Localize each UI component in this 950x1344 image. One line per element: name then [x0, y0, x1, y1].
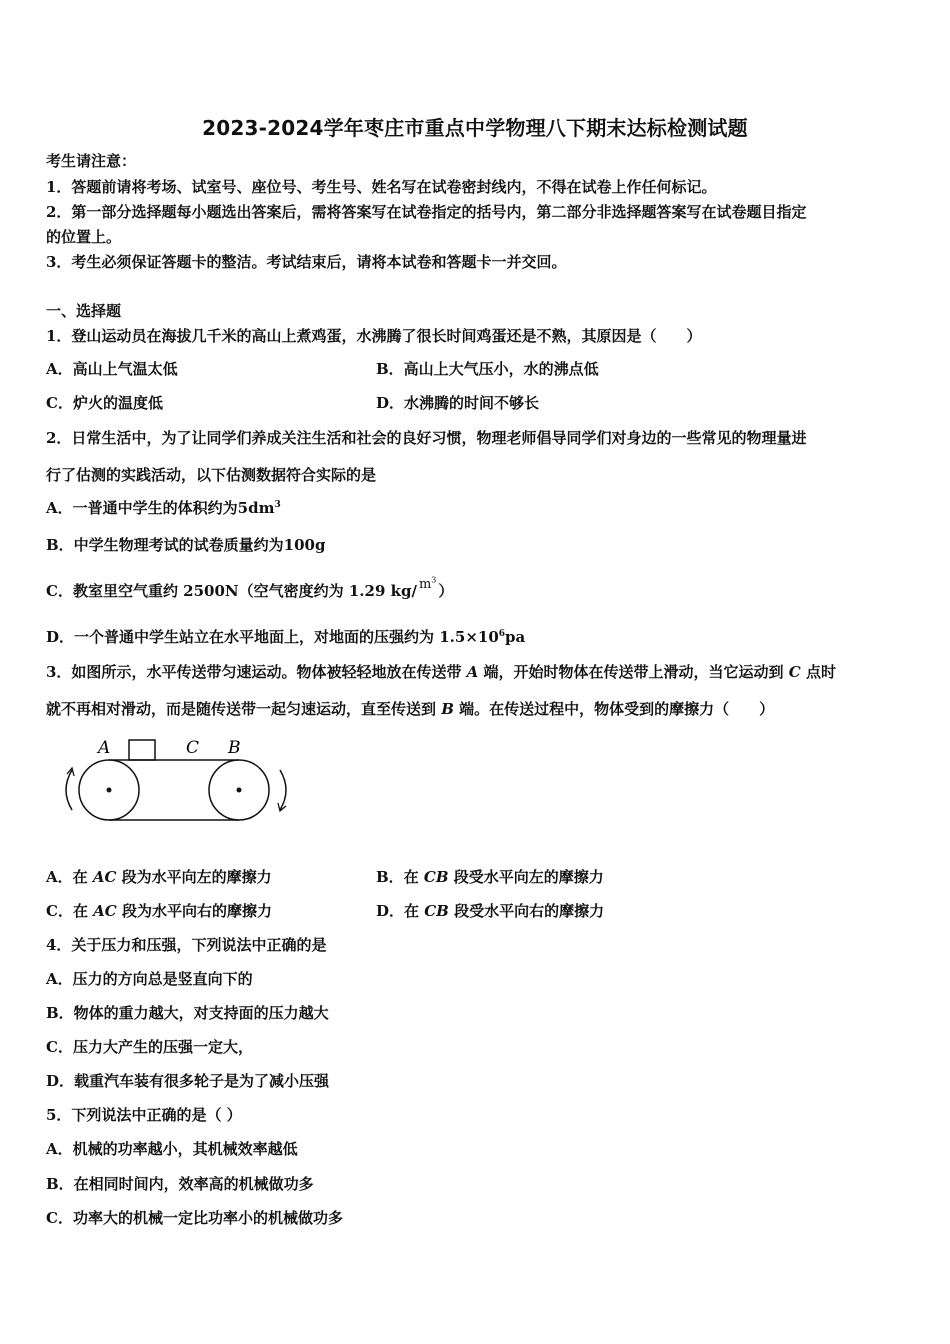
option-text: C．在: [46, 902, 94, 920]
notice-item: 2．第一部分选择题每小题选出答案后，需将答案写在试卷指定的括号内，第二部分非选择题答案写在试卷题目指定: [46, 203, 807, 221]
option-text: B．在: [376, 868, 424, 886]
question-1-option-d: D．水沸腾的时间不够长: [376, 394, 540, 412]
option-text: C．教室里空气重约 2500N（空气密度约为 1.29 kg/: [46, 582, 417, 600]
option-text: A．在: [46, 868, 93, 886]
option-text: A．一普通中学生的体积约为5dm: [46, 499, 275, 517]
question-2-option-c: [46, 575, 454, 603]
question-1-option-a: A．高山上气温太低: [46, 360, 178, 378]
figure-label-a: A: [98, 738, 111, 758]
segment-label: CB: [424, 902, 449, 920]
question-4-option-b: B．物体的重力越大，对支持面的压力越大: [46, 1004, 329, 1022]
question-4-option-c: C．压力大产生的压强一定大，: [46, 1038, 253, 1056]
left-rotation-arrow: [66, 770, 72, 810]
notice-heading: 考生请注意：: [46, 152, 137, 170]
option-text: 段为水平向右的摩擦力: [116, 902, 272, 920]
option-text: 段受水平向左的摩擦力: [448, 868, 604, 886]
segment-label: AC: [93, 902, 117, 920]
notice-item: 1．答题前请将考场、试室号、座位号、考生号、姓名写在试卷密封线内，不得在试卷上作任何标记。: [46, 178, 717, 196]
option-text-end: pa: [505, 628, 526, 646]
segment-label: AC: [92, 868, 117, 886]
conveyor-belt-figure: [58, 732, 298, 827]
point-b: B: [441, 700, 454, 718]
question-2-stem-cont: 行了估测的实践活动，以下估测数据符合实际的是: [46, 466, 377, 484]
option-text: 段受水平向右的摩擦力: [448, 902, 605, 920]
notice-item: 的位置上。: [46, 228, 122, 246]
question-5-option-a: A．机械的功率越小，其机械效率越低: [46, 1140, 298, 1158]
question-4-option-a: A．压力的方向总是竖直向下的: [46, 970, 253, 988]
stem-text: 端，开始时物体在传送带上滑动，当它运动到: [478, 663, 789, 681]
stem-text: 端。在传送过程中，物体受到的摩擦力（ ）: [453, 700, 775, 718]
unit-sup: 3: [431, 575, 437, 585]
question-5-option-b: B．在相同时间内，效率高的机械做功多: [46, 1175, 314, 1193]
question-3-stem-cont: [46, 699, 774, 719]
question-2-option-b: B．中学生物理考试的试卷质量约为100g: [46, 536, 326, 554]
right-axle: [237, 788, 242, 793]
question-4-option-d: D．载重汽车装有很多轮子是为了减小压强: [46, 1072, 330, 1090]
superscript: 3: [274, 500, 281, 510]
question-1-option-c: C．炉火的温度低: [46, 394, 163, 412]
section-title: 一、选择题: [46, 302, 122, 320]
question-2-option-a: [46, 498, 281, 518]
stem-text: 点时: [800, 663, 836, 681]
question-2-option-d: [46, 627, 525, 647]
superscript: 6: [498, 629, 506, 639]
figure-label-c: C: [186, 738, 200, 758]
block-object: [129, 740, 155, 760]
page-title: 2023-2024学年枣庄市重点中学物理八下期末达标检测试题: [202, 116, 748, 140]
question-3-option-d: [376, 901, 604, 921]
segment-label: CB: [423, 868, 449, 886]
figure-label-b: B: [228, 738, 241, 758]
option-text-end: ）: [438, 582, 454, 600]
question-3-stem: [46, 662, 836, 682]
stem-text: 3．如图所示，水平传送带匀速运动。物体被轻轻地放在传送带: [46, 663, 467, 681]
left-axle: [107, 788, 112, 793]
question-1-stem: 1．登山运动员在海拔几千米的高山上煮鸡蛋，水沸腾了很长时间鸡蛋还是不熟，其原因是（ ）: [46, 327, 702, 345]
question-3-option-b: [376, 867, 604, 887]
right-rotation-arrow: [280, 770, 286, 810]
question-2-stem: 2．日常生活中，为了让同学们养成关注生活和社会的良好习惯，物理老师倡导同学们对身边的一些常见的物理量进: [46, 429, 807, 447]
option-text: 段为水平向左的摩擦力: [116, 868, 272, 886]
unit-base: m: [418, 577, 432, 592]
notice-item: 3．考生必须保证答题卡的整洁。考试结束后，请将本试卷和答题卡一并交回。: [46, 253, 567, 271]
question-1-option-b: B．高山上大气压小，水的沸点低: [376, 360, 599, 378]
question-5-stem: 5．下列说法中正确的是（ ）: [46, 1106, 242, 1124]
point-a: A: [466, 663, 479, 681]
stem-text: 就不再相对滑动，而是随传送带一起匀速运动，直至传送到: [46, 700, 442, 718]
option-text: D．在: [376, 902, 425, 920]
question-4-stem: 4．关于压力和压强，下列说法中正确的是: [46, 936, 327, 954]
unit: [419, 577, 436, 592]
question-3-option-a: [46, 867, 272, 887]
question-3-option-c: [46, 901, 272, 921]
point-c: C: [788, 663, 801, 681]
option-text: D．一个普通中学生站立在水平地面上，对地面的压强约为 1.5×10: [46, 628, 499, 646]
question-5-option-c: C．功率大的机械一定比功率小的机械做功多: [46, 1209, 343, 1227]
